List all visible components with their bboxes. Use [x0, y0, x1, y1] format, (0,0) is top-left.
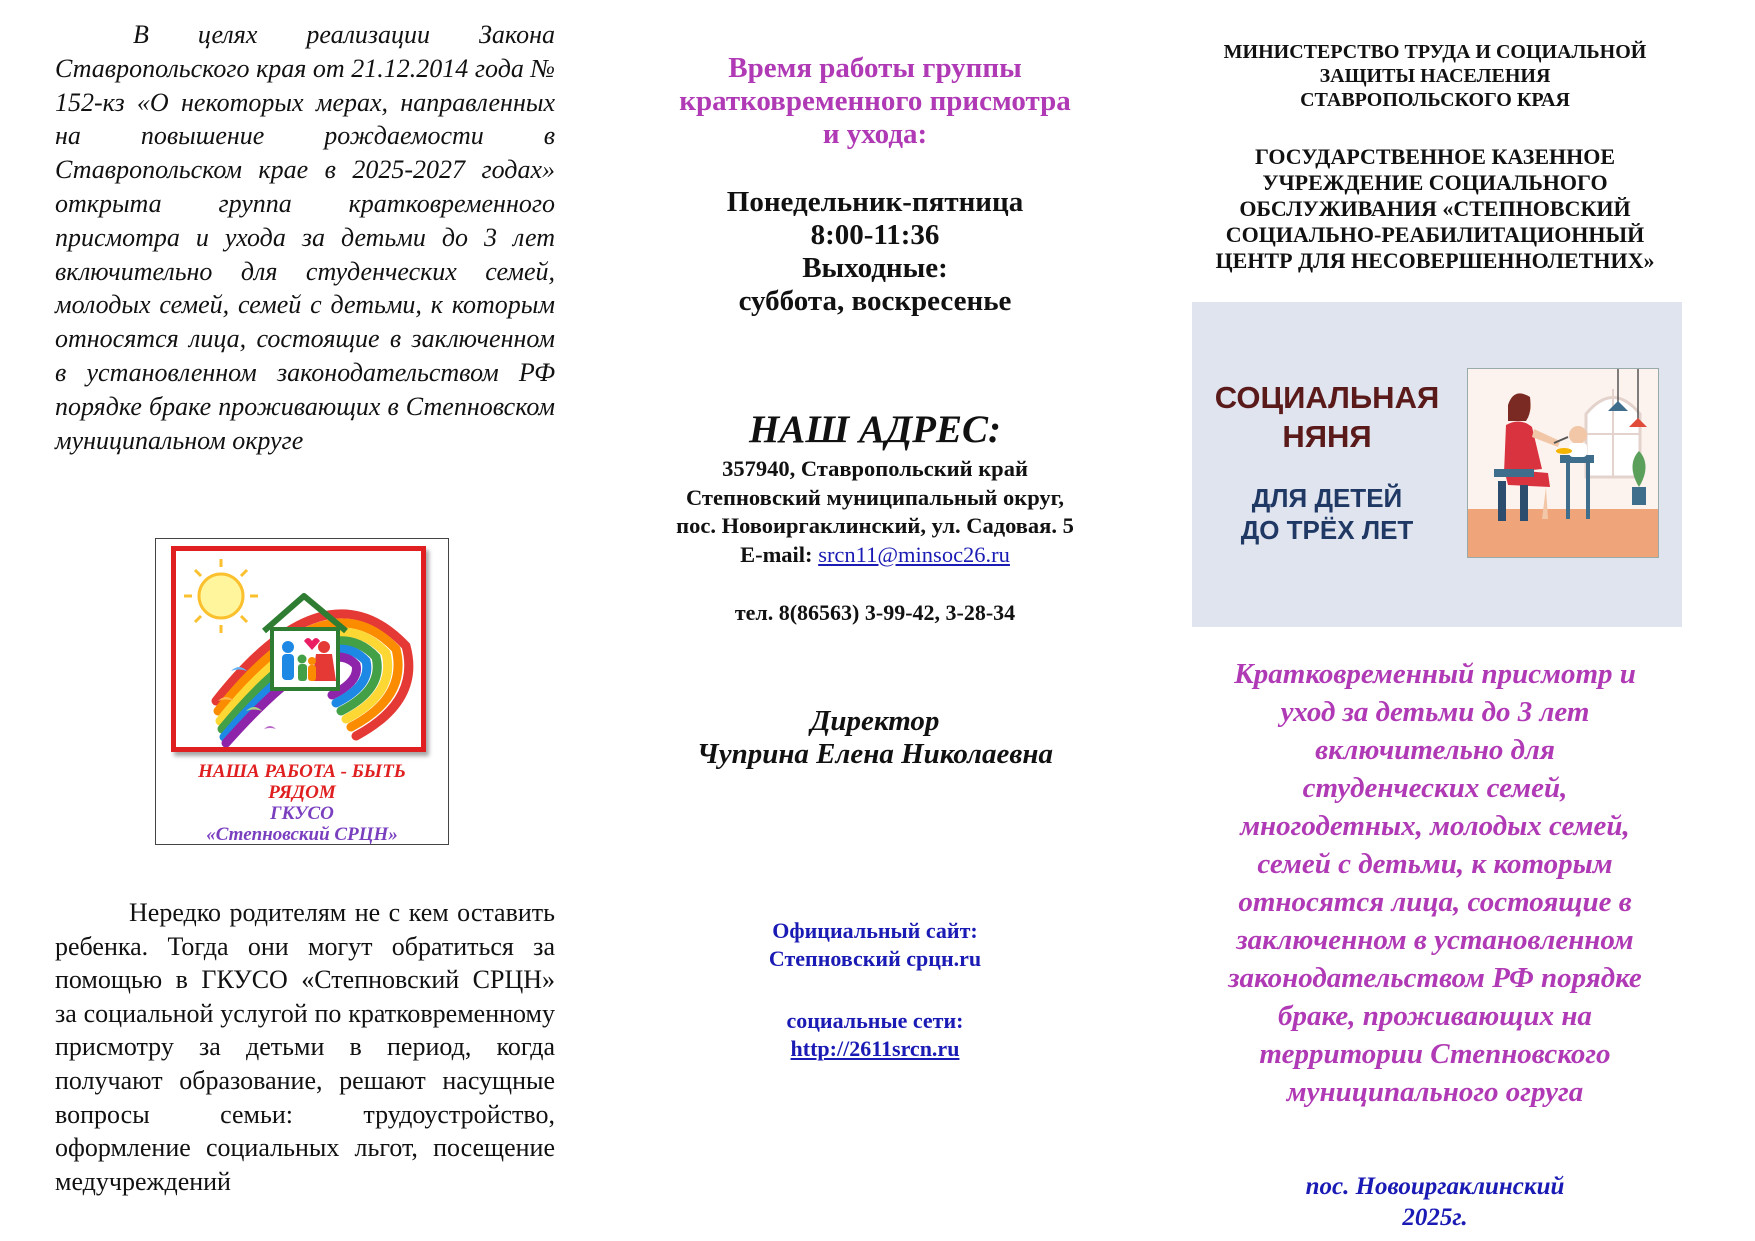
official-site [625, 917, 1125, 973]
left-panel [55, 0, 555, 1241]
address-line: пос. Новоиргаклинский, ул. Садовая. 5 [676, 513, 1074, 538]
organization-logo [155, 538, 449, 845]
social-link[interactable]: http://2611srcn.ru [790, 1036, 960, 1061]
address-line: 357940, Ставропольский край [722, 456, 1028, 481]
outro-paragraph: Нередко родителям не с кем оставить ребенка. Тогда они могут обратиться за помощью в ГКУСО «Степновский СРЦН» за социальной услугой по кратковременному присмотру за детьми в период, когда получают образование, решают насущные вопросы семьи: трудоустройство, оформление социальных льгот, посещение медучреждений [55, 898, 555, 1196]
weekend-label: Выходные: [802, 252, 948, 284]
description-line: законодательством РФ порядке [1228, 962, 1642, 994]
description-line: браке, проживающих на [1278, 1000, 1592, 1032]
director-block [625, 705, 1125, 771]
director-title: Директор [810, 705, 940, 737]
director-name: Чуприна Елена Николаевна [697, 738, 1053, 770]
ministry-line: ЗАЩИТЫ НАСЕЛЕНИЯ [1319, 65, 1551, 87]
description-line: включительно для [1315, 734, 1555, 766]
logo-org-short: ГКУСО [270, 803, 334, 824]
right-panel [1185, 0, 1685, 1241]
hours-heading-line: Время работы группы [728, 52, 1022, 84]
working-hours [625, 186, 1125, 318]
hours-heading-line: кратковременного присмотра [679, 85, 1071, 117]
description-line: муниципального огруга [1286, 1076, 1584, 1108]
banner-title [1202, 378, 1452, 456]
logo-org-name: «Степновский СРЦН» [206, 824, 398, 845]
address-heading: НАШ АДРЕС: [748, 408, 1002, 451]
banner-subtitle-line: ДО ТРЁХ ЛЕТ [1240, 515, 1414, 545]
location-name: пос. Новоиргаклинский [1305, 1173, 1565, 1200]
nanny-illustration-icon [1468, 369, 1658, 557]
description-line: заключенном в установленном [1236, 924, 1634, 956]
intro-paragraph: В целях реализации Закона Ставропольского края от 21.12.2014 года № 152-кз «О некоторых мерах, направленных на повышение рождаемости в Ставропольском крае в 2025-2027 годах» открыта группа кратковременного присмотра и ухода за детьми до 3 лет включительно для студенческих семей, молодых семей, семей с детьми, к которым относятся лица, состоящие в заключенном в установленном законодательством РФ порядке браке проживающих в Степновском муниципальном округе [55, 20, 555, 455]
email-link[interactable]: srcn11@minsoc26.ru [818, 541, 1010, 567]
site-label: Официальный сайт: [772, 918, 978, 943]
description-line: территории Степновского [1259, 1038, 1611, 1070]
address-line: Степновский муниципальный округ, [685, 484, 1064, 510]
address-block [625, 455, 1125, 569]
social-networks [625, 1007, 1125, 1063]
family-house-rainbow-icon [176, 551, 421, 747]
phone-number: тел. 8(86563) 3-99-42, 3-28-34 [734, 600, 1016, 625]
banner-subtitle [1202, 482, 1452, 546]
logo-caption [156, 761, 448, 845]
middle-panel [625, 0, 1125, 1241]
social-nanny-banner [1192, 302, 1682, 627]
logo-slogan-line1: НАША РАБОТА - БЫТЬ [198, 761, 406, 782]
ministry-heading [1185, 40, 1685, 112]
banner-title-line: НЯНЯ [1282, 419, 1372, 454]
hours-heading [625, 52, 1125, 151]
nanny-feeding-child-illustration [1467, 368, 1659, 558]
banner-subtitle-line: ДЛЯ ДЕТЕЙ [1251, 483, 1403, 513]
org-line: УЧРЕЖДЕНИЕ СОЦИАЛЬНОГО [1262, 170, 1608, 195]
location-year [1185, 1171, 1685, 1233]
working-time: 8:00-11:36 [810, 219, 940, 251]
description-line: уход за детьми до 3 лет [1280, 696, 1590, 728]
ministry-line: МИНИСТЕРСТВО ТРУДА И СОЦИАЛЬНОЙ [1223, 41, 1647, 63]
org-line: СОЦИАЛЬНО-РЕАБИЛИТАЦИОННЫЙ [1225, 222, 1645, 247]
service-description [1185, 655, 1685, 1111]
description-line: относятся лица, состоящие в [1238, 886, 1632, 918]
org-line: ОБСЛУЖИВАНИЯ «СТЕПНОВСКИЙ [1239, 196, 1631, 221]
organization-heading [1185, 144, 1685, 274]
working-days: Понедельник-пятница [726, 186, 1024, 218]
email-label: E-mail: [740, 541, 819, 567]
logo-slogan-line2: РЯДОМ [268, 782, 336, 803]
ministry-line: СТАВРОПОЛЬСКОГО КРАЯ [1300, 89, 1570, 111]
org-line: ЦЕНТР ДЛЯ НЕСОВЕРШЕННОЛЕТНИХ» [1215, 248, 1655, 273]
description-line: многодетных, молодых семей, [1240, 810, 1630, 842]
banner-title-line: СОЦИАЛЬНАЯ [1214, 380, 1440, 415]
description-line: семей с детьми, к которым [1257, 848, 1613, 880]
org-line: ГОСУДАРСТВЕННОЕ КАЗЕННОЕ [1254, 144, 1616, 169]
description-line: Кратковременный присмотр и [1234, 658, 1636, 690]
year: 2025г. [1402, 1204, 1468, 1231]
hours-heading-line: и ухода: [822, 118, 928, 150]
email-row [625, 541, 1125, 570]
site-value: Степновский срцн.ru [768, 946, 982, 971]
logo-image [171, 546, 426, 752]
description-line: студенческих семей, [1302, 772, 1568, 804]
weekend-days: суббота, воскресенье [738, 285, 1012, 317]
social-label: социальные сети: [786, 1008, 964, 1033]
